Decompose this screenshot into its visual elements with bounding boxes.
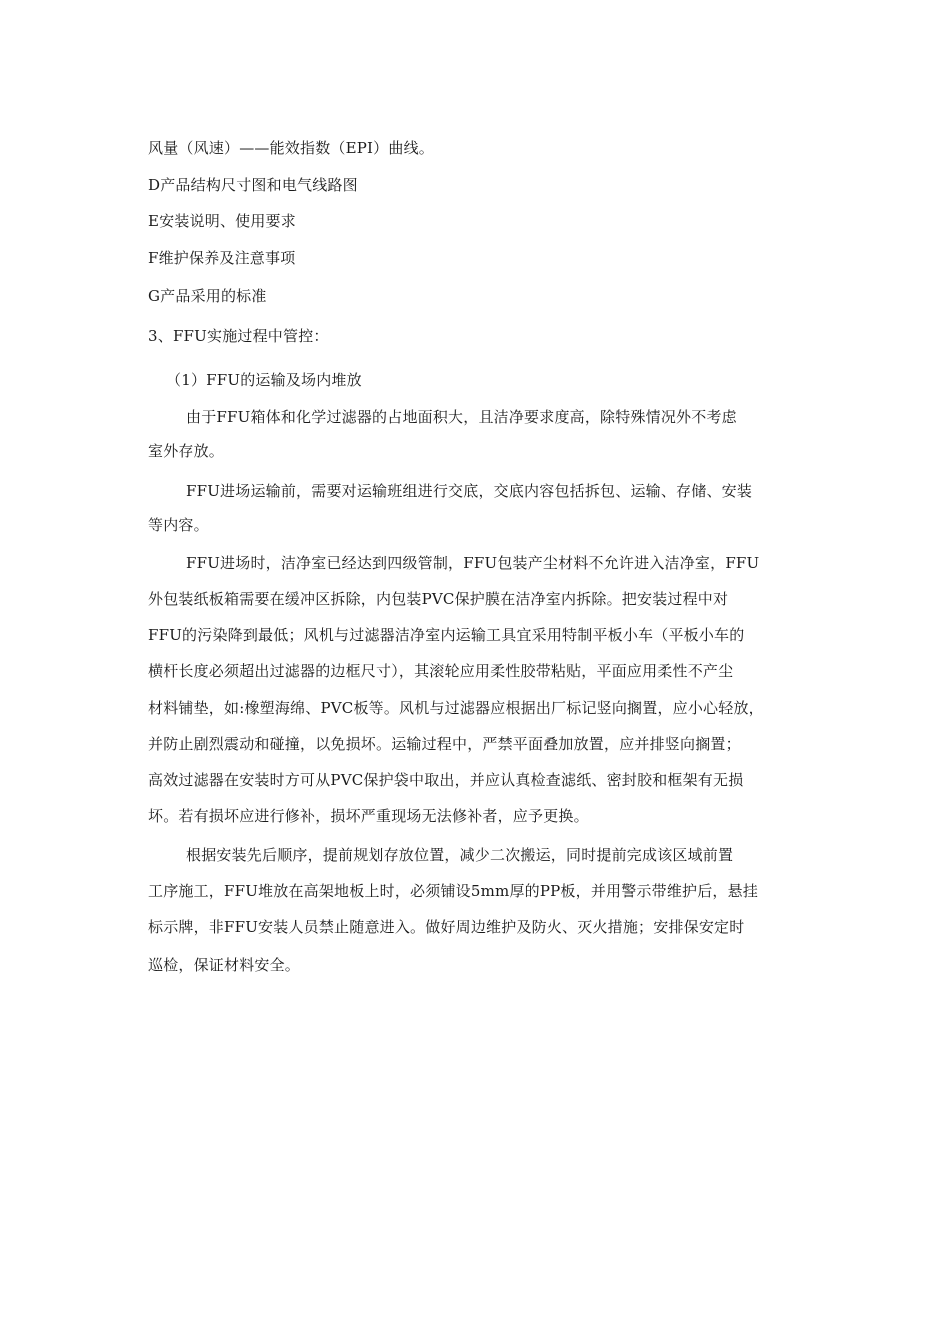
text-line-epi-curve: 风量（风速）——能效指数（EPI）曲线。 — [148, 139, 434, 157]
text-line-item-g: G产品采用的标准 — [148, 287, 267, 305]
paragraph-4-line-1: 根据安装先后顺序，提前规划存放位置，减少二次搬运，同时提前完成该区域前置 — [186, 846, 734, 864]
paragraph-3-line-3: FFU的污染降到最低；风机与过滤器洁净室内运输工具宜采用特制平板小车（平板小车的 — [148, 626, 745, 644]
paragraph-4-line-2: 工序施工，FFU堆放在高架地板上时，必须铺设5mm厚的PP板，并用警示带维护后，悬挂 — [148, 882, 759, 900]
paragraph-2-line-2: 等内容。 — [148, 516, 209, 534]
paragraph-1-line-2: 室外存放。 — [148, 442, 225, 460]
paragraph-3-line-2: 外包装纸板箱需要在缓冲区拆除，内包装PVC保护膜在洁净室内拆除。把安装过程中对 — [148, 590, 729, 608]
paragraph-2-line-1: FFU进场运输前，需要对运输班组进行交底，交底内容包括拆包、运输、存储、安装 — [186, 482, 753, 500]
paragraph-3-line-5: 材料铺垫，如:橡塑海绵、PVC板等。风机与过滤器应根据出厂标记竖向搁置，应小心轻放， — [148, 699, 764, 717]
paragraph-4-line-3: 标示牌，非FFU安装人员禁止随意进入。做好周边维护及防火、灭火措施；安排保安定时 — [148, 918, 745, 936]
text-line-item-d: D产品结构尺寸图和电气线路图 — [148, 176, 358, 194]
paragraph-3-line-8: 坏。若有损坏应进行修补，损坏严重现场无法修补者，应予更换。 — [148, 807, 589, 825]
paragraph-1-line-1: 由于FFU箱体和化学过滤器的占地面积大，且洁净要求度高，除特殊情况外不考虑 — [186, 408, 737, 426]
paragraph-3-line-7: 高效过滤器在安装时方可从PVC保护袋中取出，并应认真检查滤纸、密封胶和框架有无损 — [148, 771, 744, 789]
paragraph-4-line-4: 巡检，保证材料安全。 — [148, 956, 301, 974]
paragraph-3-line-1: FFU进场时，洁净室已经达到四级管制，FFU包装产尘材料不允许进入洁净室，FFU — [186, 554, 760, 572]
subsection-heading: （1）FFU的运输及场内堆放 — [166, 371, 362, 389]
section-heading: 3、FFU实施过程中管控： — [148, 327, 329, 345]
paragraph-3-line-4: 横杆长度必须超出过滤器的边框尺寸），其滚轮应用柔性胶带粘贴，平面应用柔性不产尘 — [148, 662, 734, 680]
text-line-item-e: E安装说明、使用要求 — [148, 212, 296, 230]
text-line-item-f: F维护保养及注意事项 — [148, 249, 296, 267]
paragraph-3-line-6: 并防止剧烈震动和碰撞，以免损坏。运输过程中，严禁平面叠加放置，应并排竖向搁置； — [148, 735, 741, 753]
